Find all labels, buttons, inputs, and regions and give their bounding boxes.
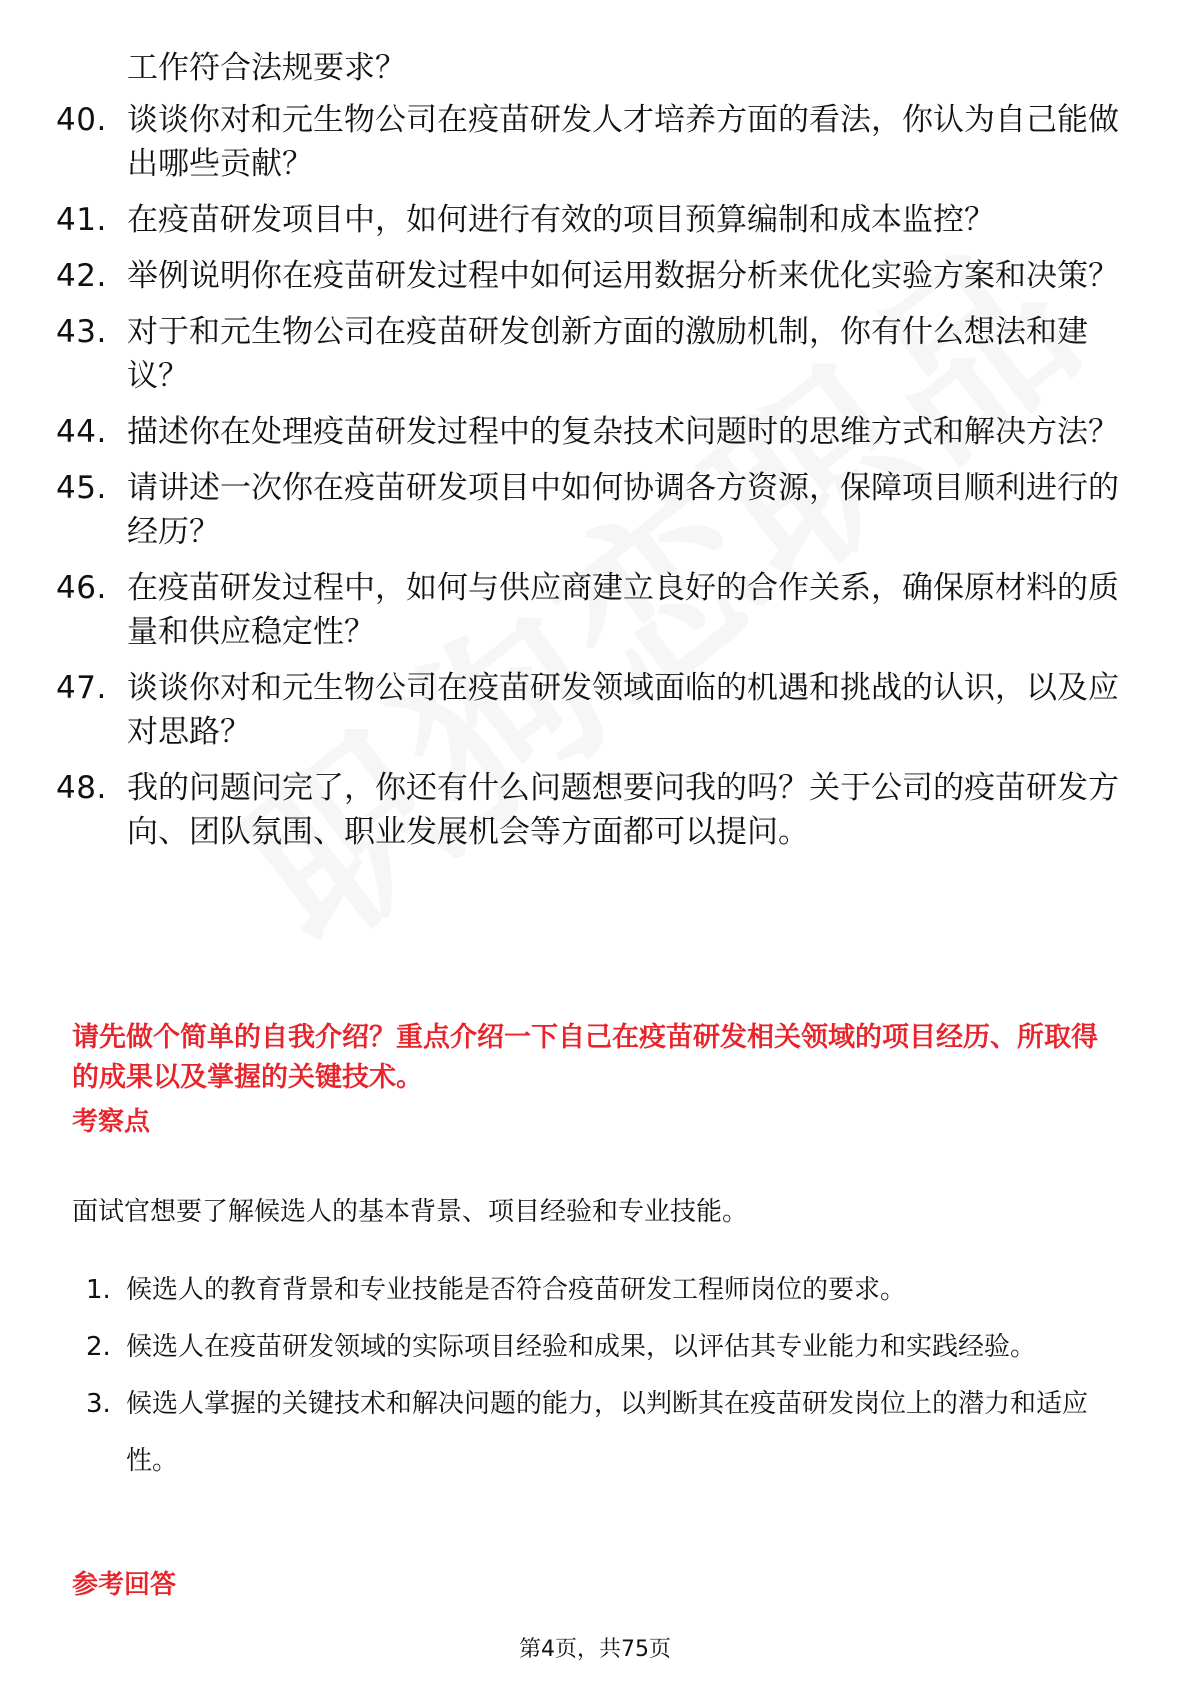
point-text: 候选人在疫苗研发领域的实际项目经验和成果，以评估其专业能力和实践经验。 bbox=[126, 1332, 1037, 1362]
continuation-text: 工作符合法规要求？ bbox=[127, 50, 406, 86]
question-number: 44. bbox=[56, 414, 107, 450]
list-item bbox=[56, 466, 1136, 554]
question-text: 在疫苗研发过程中，如何与供应商建立良好的合作关系，确保原材料的质量和供应稳定性？ bbox=[127, 570, 1119, 650]
question-number: 41. bbox=[56, 202, 107, 238]
section-title-kaochadian: 考察点 bbox=[72, 1107, 151, 1137]
point-text: 候选人掌握的关键技术和解决问题的能力，以判断其在疫苗研发岗位上的潜力和适应性。 bbox=[126, 1389, 1089, 1476]
point-number: 2. bbox=[86, 1332, 111, 1362]
point-text: 候选人的教育背景和专业技能是否符合疫苗研发工程师岗位的要求。 bbox=[126, 1275, 907, 1305]
list-item bbox=[56, 310, 1136, 398]
question-number: 40. bbox=[56, 102, 107, 138]
page-footer: 第4页，共75页 bbox=[519, 1637, 671, 1662]
list-item bbox=[56, 198, 1136, 242]
point-number: 3. bbox=[86, 1389, 111, 1419]
point-number: 1. bbox=[86, 1275, 111, 1305]
question-number: 45. bbox=[56, 470, 107, 506]
question-text: 我的问题问完了，你还有什么问题想要问我的吗？关于公司的疫苗研发方向、团队氛围、职业发展机会等方面都可以提问。 bbox=[127, 770, 1119, 850]
question-number: 46. bbox=[56, 570, 107, 606]
question-number: 43. bbox=[56, 314, 107, 350]
list-item bbox=[86, 1376, 1126, 1490]
list-item bbox=[86, 1262, 1126, 1319]
question-number: 47. bbox=[56, 670, 107, 706]
highlight-question: 请先做个简单的自我介绍？重点介绍一下自己在疫苗研发相关领域的项目经历、所取得的成果以及掌握的关键技术。 bbox=[72, 1022, 1098, 1093]
intro-text: 面试官想要了解候选人的基本背景、项目经验和专业技能。 bbox=[72, 1197, 749, 1227]
question-text: 举例说明你在疫苗研发过程中如何运用数据分析来优化实验方案和决策？ bbox=[127, 258, 1119, 294]
question-text: 谈谈你对和元生物公司在疫苗研发领域面临的机遇和挑战的认识，以及应对思路？ bbox=[127, 670, 1119, 750]
list-item bbox=[86, 1319, 1126, 1376]
question-list bbox=[56, 46, 1136, 866]
point-list bbox=[86, 1262, 1126, 1490]
question-text: 请讲述一次你在疫苗研发项目中如何协调各方资源，保障项目顺利进行的经历？ bbox=[127, 470, 1119, 550]
list-item bbox=[56, 566, 1136, 654]
question-text: 对于和元生物公司在疫苗研发创新方面的激励机制，你有什么想法和建议？ bbox=[127, 314, 1088, 394]
list-item bbox=[56, 410, 1136, 454]
question-text: 描述你在处理疫苗研发过程中的复杂技术问题时的思维方式和解决方法？ bbox=[127, 414, 1119, 450]
list-item bbox=[56, 254, 1136, 298]
question-text: 在疫苗研发项目中，如何进行有效的项目预算编制和成本监控？ bbox=[127, 202, 995, 238]
list-item bbox=[56, 766, 1136, 854]
list-item bbox=[56, 666, 1136, 754]
question-number: 42. bbox=[56, 258, 107, 294]
list-item bbox=[56, 98, 1136, 186]
list-item bbox=[56, 46, 1136, 90]
section-title-cankao: 参考回答 bbox=[72, 1570, 177, 1600]
question-number: 48. bbox=[56, 770, 107, 806]
question-text: 谈谈你对和元生物公司在疫苗研发人才培养方面的看法，你认为自己能做出哪些贡献？ bbox=[127, 102, 1119, 182]
